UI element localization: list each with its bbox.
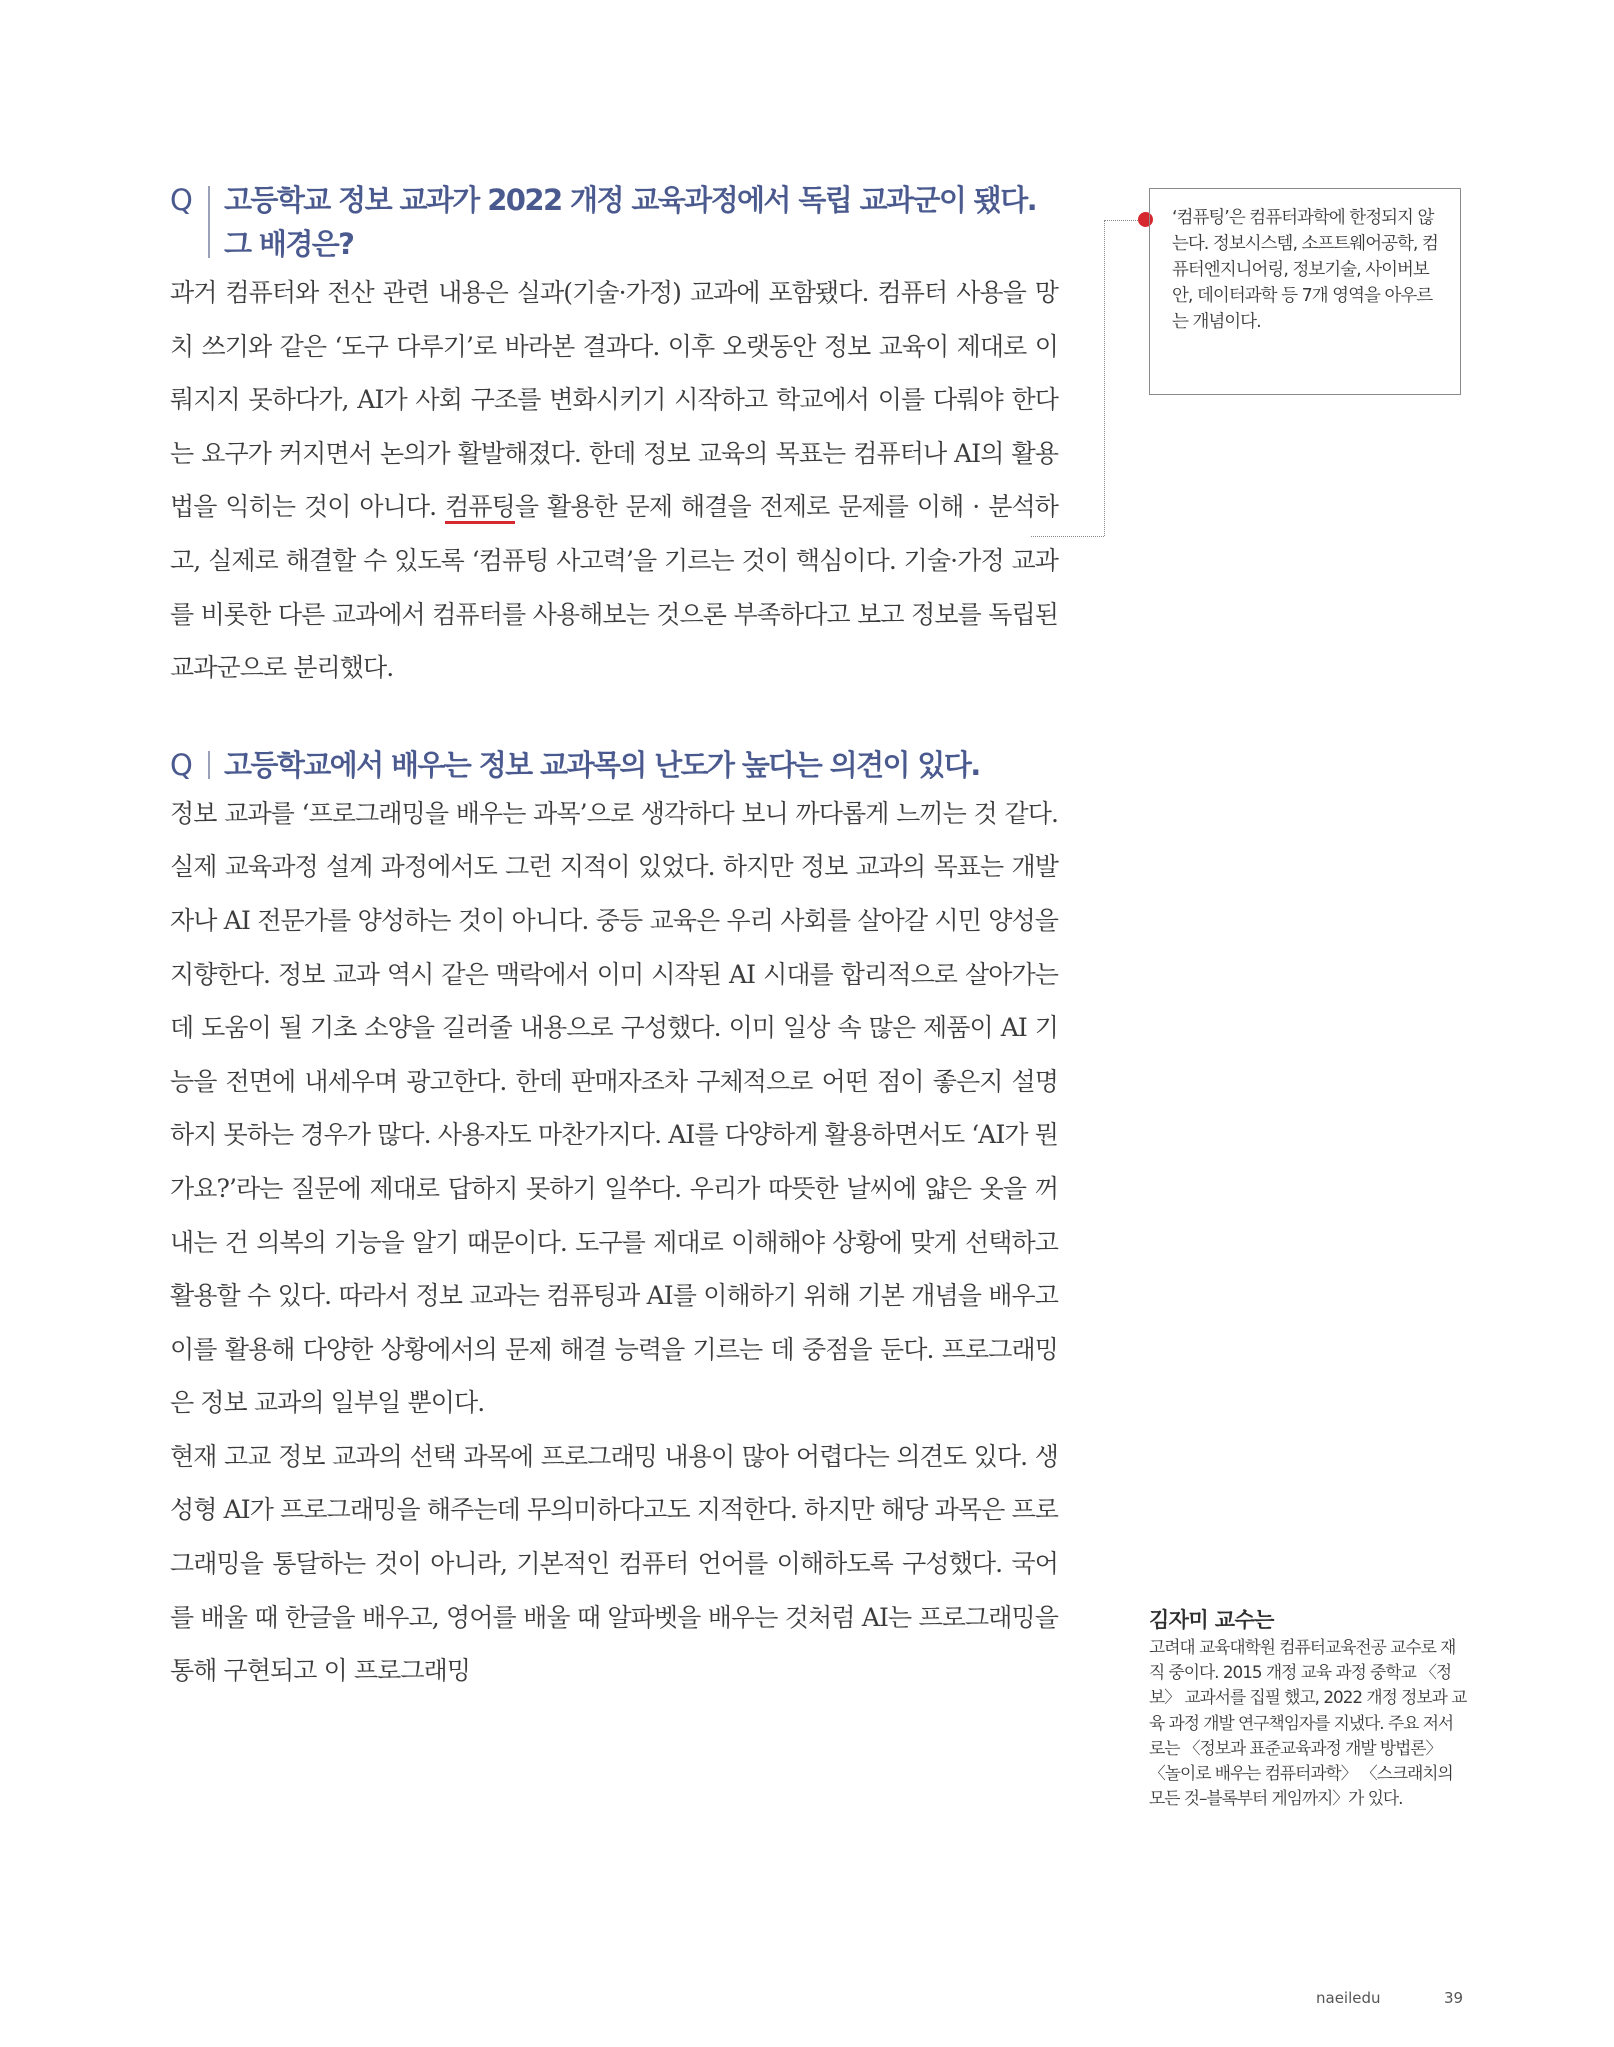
- page-number: 39: [1444, 1989, 1464, 2007]
- bio-text: 고려대 교육대학원 컴퓨터교육전공 교수로 재직 중이다. 2015 개정 교육 과정 중학교 〈정보〉 교과서를 집필 했고, 2022 개정 정보과 교육 과정 개발 연구책임자를 지냈다. 주요 저서 로는 〈정보과 표준교육과정 개발 방법론〉 〈놀이로 배우는 컴퓨터과학〉 〈스크래치의 모든 것–블록부터 게임까지〉가 있다.: [1149, 1637, 1467, 1809]
- sidebar-note: ‘컴퓨팅’은 컴퓨터과학에 한정되지 않는다. 정보시스템, 소프트웨어공학, 컴퓨터엔지니어링, 정보기술, 사이버보안, 데이터과학 등 7개 영역을 아우르는 개념이다.: [1149, 188, 1461, 395]
- leader-line: [1104, 220, 1105, 536]
- bio-name: 김자미 교수는: [1149, 1608, 1274, 1632]
- question-divider: [208, 751, 210, 779]
- question-mark: Q: [170, 183, 192, 217]
- answer-1-part-b: 을 활용한 문제 해결을 전제로 문제를 이해 · 분석하고, 실제로 해결할 수 있도록 ‘컴퓨팅 사고력’을 기르는 것이 핵심이다. 기술·가정 교과를 비롯한 다른 교과에서 컴퓨터를 사용해보는 것으론 부족하다고 보고 정보를 독립된 교과군으로 분리했다.: [170, 492, 1058, 683]
- question-2: [170, 743, 1058, 787]
- answer-1-part-a: 과거 컴퓨터와 전산 관련 내용은 실과(기술·가정) 교과에 포함됐다. 컴퓨터 사용을 망치 쓰기와 같은 ‘도구 다루기’로 바라본 결과다. 이후 오랫동안 정보 교육이 제대로 이뤄지지 못하다가, AI가 사회 구조를 변화시키기 시작하고 학교에서 이를 다뤄야 한다는 요구가 커지면서 논의가 활발해졌다. 한데 정보 교육의 목표는 컴퓨터나 AI의 활용법을 익히는 것이 아니다.: [170, 278, 1058, 522]
- footer-brand: naeiledu: [1316, 1989, 1381, 2007]
- question-1-text: 고등학교 정보 교과가 2022 개정 교육과정에서 독립 교과군이 됐다. 그 배경은?: [224, 183, 1037, 261]
- leader-line: [1031, 536, 1104, 537]
- question-mark: Q: [170, 747, 192, 782]
- author-bio: [1149, 1605, 1467, 1811]
- answer-1: [170, 266, 1058, 695]
- question-1: [170, 178, 1058, 266]
- leader-line: [1104, 220, 1142, 221]
- answer-2-paragraph-2: 현재 고교 정보 교과의 선택 과목에 프로그래밍 내용이 많아 어렵다는 의견도 있다. 생성형 AI가 프로그래밍을 해주는데 무의미하다고도 지적한다. 하지만 해당 과목은 프로그래밍을 통달하는 것이 아니라, 기본적인 컴퓨터 언어를 이해하도록 구성했다. 국어를 배울 때 한글을 배우고, 영어를 배울 때 알파벳을 배우는 것처럼 AI는 프로그래밍을 통해 구현되고 이 프로그래밍: [170, 1441, 1058, 1686]
- main-article: [170, 178, 1058, 1698]
- answer-2-paragraph-1: 정보 교과를 ‘프로그래밍을 배우는 과목’으로 생각하다 보니 까다롭게 느끼는 것 같다. 실제 교육과정 설계 과정에서도 그런 지적이 있었다. 하지만 정보 교과의 목표는 개발자나 AI 전문가를 양성하는 것이 아니다. 중등 교육은 우리 사회를 살아갈 시민 양성을 지향한다. 정보 교과 역시 같은 맥락에서 이미 시작된 AI 시대를 합리적으로 살아가는 데 도움이 될 기초 소양을 길러줄 내용으로 구성했다. 이미 일상 속 많은 제품이 AI 기능을 전면에 내세우며 광고한다. 한데 판매자조차 구체적으로 어떤 점이 좋은지 설명하지 못하는 경우가 많다. 사용자도 마찬가지다. AI를 다양하게 활용하면서도 ‘AI가 뭔가요?’라는 질문에 제대로 답하지 못하기 일쑤다. 우리가 따뜻한 날씨에 얇은 옷을 꺼내는 건 의복의 기능을 알기 때문이다. 도구를 제대로 이해해야 상황에 맞게 선택하고 활용할 수 있다. 따라서 정보 교과는 컴퓨팅과 AI를 이해하기 위해 기본 개념을 배우고 이를 활용해 다양한 상황에서의 문제 해결 능력을 기르는 데 중점을 둔다. 프로그래밍은 정보 교과의 일부일 뿐이다.: [170, 798, 1058, 1418]
- question-divider: [208, 186, 210, 258]
- term-computing[interactable]: 컴퓨팅: [445, 492, 515, 524]
- question-2-text: 고등학교에서 배우는 정보 교과목의 난도가 높다는 의견이 있다.: [224, 747, 980, 782]
